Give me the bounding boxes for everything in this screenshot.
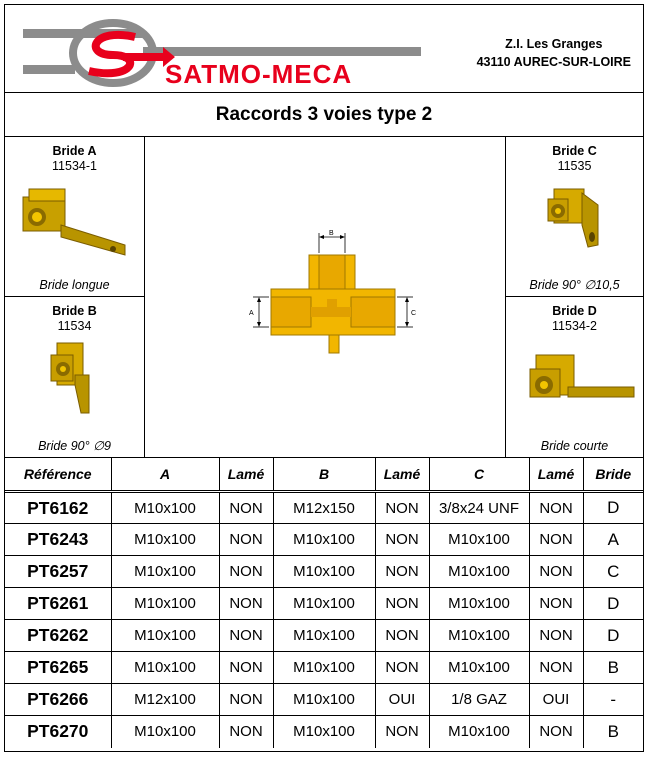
cell-lame-a: NON	[219, 716, 273, 748]
cell-lame-a: NON	[219, 492, 273, 524]
cell-b: M10x100	[273, 716, 375, 748]
satmo-meca-logo	[23, 17, 423, 89]
bride-b-image	[5, 335, 145, 425]
figures-area	[5, 137, 643, 457]
address-line-1: Z.I. Les Granges	[505, 37, 603, 51]
cell-reference: PT6261	[5, 588, 111, 620]
cell-a: M10x100	[111, 524, 219, 556]
bride-b-title: Bride B	[52, 304, 97, 318]
table-row	[5, 620, 643, 652]
cell-reference: PT6270	[5, 716, 111, 748]
cell-c: M10x100	[429, 524, 529, 556]
cell-lame-c: NON	[529, 556, 583, 588]
bride-c-code: 11535	[557, 159, 592, 173]
cell-bride: B	[583, 716, 643, 748]
col-bride: Bride	[583, 458, 643, 492]
cell-lame-b: NON	[375, 716, 429, 748]
cell-b: M10x100	[273, 684, 375, 716]
col-lame-a: Lamé	[219, 458, 273, 492]
cell-c: 1/8 GAZ	[429, 684, 529, 716]
col-c: C	[429, 458, 529, 492]
parts-table	[5, 457, 643, 748]
cell-c: M10x100	[429, 652, 529, 684]
cell-b: M10x100	[273, 588, 375, 620]
bride-a-image	[5, 175, 145, 265]
cell-a: M10x100	[111, 492, 219, 524]
cell-c: M10x100	[429, 588, 529, 620]
bride-a-title: Bride A	[52, 144, 97, 158]
cell-bride: -	[583, 684, 643, 716]
svg-text:SATMO-MECA: SATMO-MECA	[165, 59, 353, 89]
cell-lame-c: NON	[529, 588, 583, 620]
cell-a: M10x100	[111, 588, 219, 620]
cell-b: M10x100	[273, 652, 375, 684]
cell-lame-a: NON	[219, 684, 273, 716]
table-row	[5, 556, 643, 588]
cell-lame-c: NON	[529, 716, 583, 748]
cell-lame-b: NON	[375, 492, 429, 524]
cell-lame-b: NON	[375, 620, 429, 652]
cell-reference: PT6266	[5, 684, 111, 716]
cell-reference: PT6265	[5, 652, 111, 684]
cell-bride: C	[583, 556, 643, 588]
cell-a: M10x100	[111, 716, 219, 748]
bride-c-caption: Bride 90° ∅10,5	[529, 278, 620, 292]
cell-b: M12x150	[273, 492, 375, 524]
bride-a-cell	[5, 137, 145, 297]
table-row	[5, 716, 643, 748]
bride-d-title: Bride D	[552, 304, 597, 318]
header	[5, 5, 643, 93]
cell-bride: D	[583, 588, 643, 620]
cell-c: 3/8x24 UNF	[429, 492, 529, 524]
bride-b-cell	[5, 297, 145, 457]
table-row	[5, 684, 643, 716]
cell-reference: PT6162	[5, 492, 111, 524]
cell-lame-b: NON	[375, 652, 429, 684]
cell-lame-a: NON	[219, 620, 273, 652]
cell-lame-c: NON	[529, 652, 583, 684]
table-row	[5, 524, 643, 556]
bride-a-code: 11534-1	[52, 159, 97, 173]
cell-b: M10x100	[273, 524, 375, 556]
table-header-row	[5, 458, 643, 492]
cell-lame-b: NON	[375, 588, 429, 620]
cell-lame-c: NON	[529, 524, 583, 556]
cell-reference: PT6262	[5, 620, 111, 652]
bride-c-title: Bride C	[552, 144, 597, 158]
cell-reference: PT6257	[5, 556, 111, 588]
bride-b-code: 11534	[57, 319, 92, 333]
table-row	[5, 588, 643, 620]
col-lame-b: Lamé	[375, 458, 429, 492]
dim-a-label: A	[249, 310, 254, 317]
catalog-sheet	[4, 4, 644, 752]
col-b: B	[273, 458, 375, 492]
bride-d-caption: Bride courte	[540, 439, 609, 453]
cell-a: M10x100	[111, 652, 219, 684]
address-line-2: 43110 AUREC-SUR-LOIRE	[476, 55, 631, 69]
cell-c: M10x100	[429, 716, 529, 748]
bride-d-code: 11534-2	[552, 319, 597, 333]
col-a: A	[111, 458, 219, 492]
cell-bride: D	[583, 492, 643, 524]
cell-c: M10x100	[429, 556, 529, 588]
table-row	[5, 492, 643, 524]
bride-b-caption: Bride 90° ∅9	[38, 439, 111, 453]
page-title: Raccords 3 voies type 2	[5, 93, 643, 137]
cell-lame-a: NON	[219, 588, 273, 620]
table-row	[5, 652, 643, 684]
cell-lame-b: OUI	[375, 684, 429, 716]
col-lame-c: Lamé	[529, 458, 583, 492]
cell-lame-a: NON	[219, 556, 273, 588]
cell-a: M10x100	[111, 556, 219, 588]
cell-c: M10x100	[429, 620, 529, 652]
bride-d-image	[506, 335, 644, 425]
cell-bride: A	[583, 524, 643, 556]
cell-bride: D	[583, 620, 643, 652]
cell-a: M10x100	[111, 620, 219, 652]
cell-a: M12x100	[111, 684, 219, 716]
cell-lame-a: NON	[219, 652, 273, 684]
cell-lame-a: NON	[219, 524, 273, 556]
col-reference: Référence	[5, 458, 111, 492]
cell-b: M10x100	[273, 620, 375, 652]
bride-c-image	[506, 175, 644, 265]
table-body	[5, 492, 643, 748]
cell-lame-b: NON	[375, 524, 429, 556]
dim-b-label: B	[329, 230, 334, 237]
dim-c-label: C	[411, 310, 417, 317]
bride-d-cell	[505, 297, 643, 457]
cell-lame-c: OUI	[529, 684, 583, 716]
bride-a-caption: Bride longue	[39, 278, 110, 292]
cell-b: M10x100	[273, 556, 375, 588]
cell-bride: B	[583, 652, 643, 684]
tee-fitting-diagram	[245, 227, 425, 367]
cell-lame-c: NON	[529, 620, 583, 652]
cell-reference: PT6243	[5, 524, 111, 556]
bride-c-cell	[505, 137, 643, 297]
cell-lame-c: NON	[529, 492, 583, 524]
cell-lame-b: NON	[375, 556, 429, 588]
company-address	[477, 35, 631, 71]
